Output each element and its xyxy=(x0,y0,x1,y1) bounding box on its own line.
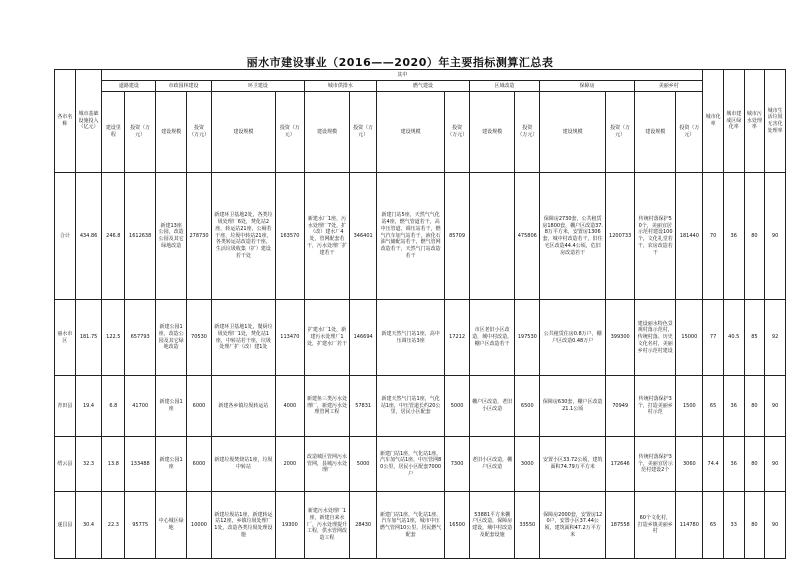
house-scale-cell: 安置小区33.72公顷，建筑面积74.79万平方米 xyxy=(540,437,606,492)
land-scale-cell: 中心城区绿地 xyxy=(156,492,187,559)
renew-inv-cell: 197530 xyxy=(515,300,540,376)
road-len-cell: 122.5 xyxy=(102,300,125,376)
land-scale-cell: 新建公园1座 xyxy=(156,376,187,437)
header-total-invest: 城市基础设施投入（亿元） xyxy=(75,70,102,173)
env-inv-cell: 4000 xyxy=(275,376,304,437)
table-row xyxy=(55,492,786,559)
header-gas-invest: 投资（万元） xyxy=(445,92,470,173)
env-scale-cell: 新建各乡镇垃圾转运站 xyxy=(211,376,275,437)
land-scale-cell: 新建13座公园，改造公园及其它绿地改造 xyxy=(156,173,187,300)
header-env-invest: 投资（万元） xyxy=(275,92,304,173)
header-land-scale: 建设规模 xyxy=(156,92,187,173)
land-scale-cell: 新建公园1座，改造公园及其它绿地改造 xyxy=(156,300,187,376)
env-scale-cell: 新建垃圾焚烧站1座，垃圾中转站 xyxy=(211,437,275,492)
road-len-cell: 246.8 xyxy=(102,173,125,300)
house-scale-cell: 保障房630套，棚户区改造21.1公顷 xyxy=(540,376,606,437)
header-sub-group: 其中 xyxy=(102,70,703,81)
renew-scale-cell: 市区老旧小区改造，城中村改造，棚户区改造若干 xyxy=(469,300,514,376)
env-scale-cell: 新建环卫基地2处，各类垃圾处理厂6处，焚化站2座，转运站21座，公厕若干座，垃圾中转站21座，各类转运站改造若干座，生活垃圾收集（扩）建设若干处 xyxy=(211,173,275,300)
road-len-cell: 22.3 xyxy=(102,492,125,559)
env-inv-cell: 2000 xyxy=(275,437,304,492)
total-cell: 32.3 xyxy=(75,437,102,492)
renew-scale-cell: 棚户区改造，老旧小区改造 xyxy=(469,376,514,437)
gas-inv-cell: 85709 xyxy=(445,173,470,300)
region-cell: 合计 xyxy=(55,173,76,300)
house-inv-cell: 172646 xyxy=(606,437,635,492)
gas-inv-cell: 7300 xyxy=(445,437,470,492)
sewage-cell: 80 xyxy=(744,437,765,492)
header-housing: 保障房 xyxy=(540,81,635,92)
land-inv-cell: 6000 xyxy=(187,376,212,437)
renew-inv-cell: 475806 xyxy=(515,173,540,300)
water-inv-cell: 146694 xyxy=(350,300,377,376)
region-cell: 遂昌县 xyxy=(55,492,76,559)
header-gas-scale: 建设规模 xyxy=(377,92,445,173)
gas-inv-cell: 5000 xyxy=(445,376,470,437)
gas-scale-cell: 新建天然气门站1座，高中压调压站3座 xyxy=(377,300,445,376)
water-inv-cell: 57831 xyxy=(350,376,377,437)
water-scale-cell: 新建污水处理厂1座，新建自来水厂，污水处理提升工程，供水管网改造工程 xyxy=(304,492,349,559)
renew-scale-cell: 老旧小区改造，棚户区改造 xyxy=(469,437,514,492)
sewage-cell: 85 xyxy=(744,300,765,376)
village-scale-cell: 传统村落保护3个，打造美丽乡村示范 xyxy=(635,376,676,437)
renew-inv-cell: 3000 xyxy=(515,437,540,492)
water-inv-cell: 28430 xyxy=(350,492,377,559)
village-scale-cell: 传统村落保护50个，美丽宜居示范村建设100个，文化礼堂若干，农房改造若干 xyxy=(635,173,676,300)
header-water-scale: 建设规模 xyxy=(304,92,349,173)
region-cell: 缙云县 xyxy=(55,437,76,492)
region-cell: 青田县 xyxy=(55,376,76,437)
green-cell: 33 xyxy=(723,492,744,559)
green-cell: 40.5 xyxy=(723,300,744,376)
header-road: 道路建设 xyxy=(102,81,156,92)
header-green-rate: 城市建成区绿化率 xyxy=(723,70,744,173)
gas-scale-cell: 新建门站1座，气化站1座，汽车加气站1座，城市中压燃气管网10公里，居民燃气配套 xyxy=(377,492,445,559)
village-inv-cell: 181440 xyxy=(676,173,703,300)
header-renew-scale: 建设规模 xyxy=(469,92,514,173)
water-inv-cell: 346401 xyxy=(350,173,377,300)
env-inv-cell: 113470 xyxy=(275,300,304,376)
garbage-cell: 90 xyxy=(765,437,786,492)
urban-cell: 77 xyxy=(703,300,724,376)
header-village-invest: 投资（万元） xyxy=(676,92,703,173)
land-inv-cell: 10000 xyxy=(187,492,212,559)
renew-scale-cell: 53881平方米棚户区改造，保障房建设，城中村改造及配套设施 xyxy=(469,492,514,559)
header-house-scale: 建设规模 xyxy=(540,92,606,173)
urban-cell: 65 xyxy=(703,492,724,559)
header-water: 城市供排水 xyxy=(304,81,376,92)
header-landscape: 市政园林建设 xyxy=(156,81,212,92)
gas-inv-cell: 17212 xyxy=(445,300,470,376)
village-inv-cell: 15000 xyxy=(676,300,703,376)
header-row-3 xyxy=(55,92,786,173)
header-house-invest: 投资（万元） xyxy=(606,92,635,173)
house-inv-cell: 187558 xyxy=(606,492,635,559)
env-scale-cell: 新建环卫基地1处，餐厨垃圾处理厂1处，焚化站1座，中转站若干座，垃圾处理厂扩（改）建1处 xyxy=(211,300,275,376)
header-row-2 xyxy=(55,81,786,92)
garbage-cell: 92 xyxy=(765,300,786,376)
header-env-scale: 建设规模 xyxy=(211,92,275,173)
header-sewage-rate: 城市污水处理率 xyxy=(744,70,765,173)
env-scale-cell: 新建垃圾站1座，新建转运站12座，乡镇垃圾处理厂1处，改造各类垃圾处理设施 xyxy=(211,492,275,559)
gas-scale-cell: 新建门站5座，天然气气化站4座，燃气管道若干，高中压管道、调压站若干，燃气汽车加气站若干，液化石油气储配站若干，燃气管网改造若干，天然气门站改造若干 xyxy=(377,173,445,300)
header-land-invest: 投资（万元） xyxy=(187,92,212,173)
house-inv-cell: 1200733 xyxy=(606,173,635,300)
house-scale-cell: 保障房2730套，公共租赁房1800套，棚户区改造37.8万平方米，安置房1306套，城中村改造若干，旧住宅区改造44.4公顷，危旧房改造若干 xyxy=(540,173,606,300)
renew-inv-cell: 33550 xyxy=(515,492,540,559)
header-env: 环卫建设 xyxy=(211,81,304,92)
urban-cell: 70 xyxy=(703,173,724,300)
water-scale-cell: 扩建水厂1处，新建污水处理厂1处，扩建水厂若干 xyxy=(304,300,349,376)
garbage-cell: 90 xyxy=(765,173,786,300)
village-scale-cell: 60个文化村，打造乡镇美丽乡村 xyxy=(635,492,676,559)
village-inv-cell: 1500 xyxy=(676,376,703,437)
road-inv-cell: 41700 xyxy=(125,376,156,437)
document-title: 丽水市建设事业（2016——2020）年主要指标测算汇总表 xyxy=(246,56,554,69)
total-cell: 434.86 xyxy=(75,173,102,300)
gas-scale-cell: 新建天然气门站1座，气化站1座，中压管道长约20公里，居民小区配套 xyxy=(377,376,445,437)
village-inv-cell: 114780 xyxy=(676,492,703,559)
house-scale-cell: 保障房2000套，安置房120户，安置小区37.44公顷，建筑面积47.2万平方米 xyxy=(540,492,606,559)
gas-scale-cell: 新建门站1座，气化站1座，汽车加气站1座，中压管网80公里，居民小区配套7000户 xyxy=(377,437,445,492)
village-scale-cell: 建设丽水特色景观村落示范村，传统村落、历史文化名村，美丽乡村示范村建设 xyxy=(635,300,676,376)
water-inv-cell: 5000 xyxy=(350,437,377,492)
header-urban-rate: 城市化率 xyxy=(703,70,724,173)
header-water-invest: 投资（万元） xyxy=(350,92,377,173)
house-inv-cell: 70949 xyxy=(606,376,635,437)
gas-inv-cell: 16500 xyxy=(445,492,470,559)
green-cell: 36 xyxy=(723,376,744,437)
header-village: 美丽乡村 xyxy=(635,81,703,92)
house-inv-cell: 399300 xyxy=(606,300,635,376)
renew-inv-cell: 6500 xyxy=(515,376,540,437)
land-inv-cell: 6000 xyxy=(187,437,212,492)
renew-scale-cell xyxy=(469,173,514,300)
urban-cell: 74.4 xyxy=(703,437,724,492)
road-len-cell: 6.8 xyxy=(102,376,125,437)
header-village-scale: 建设规模 xyxy=(635,92,676,173)
water-scale-cell: 新建鱼三类污水处理厂，新建污水处理管网工程 xyxy=(304,376,349,437)
header-row-1 xyxy=(55,70,786,81)
header-renew-invest: 投资（万元） xyxy=(515,92,540,173)
header-gas: 燃气建设 xyxy=(377,81,470,92)
header-garbage-rate: 城市生活垃圾无害化处理率 xyxy=(765,70,786,173)
table-row xyxy=(55,173,786,300)
green-cell: 36 xyxy=(723,437,744,492)
env-inv-cell: 19300 xyxy=(275,492,304,559)
header-renewal: 区域改造 xyxy=(469,81,539,92)
land-inv-cell: 278730 xyxy=(187,173,212,300)
total-cell: 181.75 xyxy=(75,300,102,376)
table-row xyxy=(55,437,786,492)
header-region: 各市名称 xyxy=(55,70,76,173)
road-inv-cell: 133488 xyxy=(125,437,156,492)
summary-table xyxy=(54,69,786,559)
header-road-mileage: 建设里程 xyxy=(102,92,125,173)
village-scale-cell: 传统村落保护3个，美丽宜居示范村建设2个 xyxy=(635,437,676,492)
table-row xyxy=(55,300,786,376)
green-cell: 36 xyxy=(723,173,744,300)
region-cell: 丽水市区 xyxy=(55,300,76,376)
road-inv-cell: 1612638 xyxy=(125,173,156,300)
water-scale-cell: 改造城区管网污水管网，县城污水处理厂 xyxy=(304,437,349,492)
sewage-cell: 80 xyxy=(744,173,765,300)
sewage-cell: 80 xyxy=(744,492,765,559)
house-scale-cell: 公共租赁住房0.8万户，棚户区改造0.48万户 xyxy=(540,300,606,376)
env-inv-cell: 163570 xyxy=(275,173,304,300)
land-inv-cell: 70530 xyxy=(187,300,212,376)
garbage-cell: 90 xyxy=(765,376,786,437)
total-cell: 30.4 xyxy=(75,492,102,559)
water-scale-cell: 新建水厂1座，污水处理厂7处，扩（改）建水厂4处，管网配套若干，污水处理厂扩建若干 xyxy=(304,173,349,300)
table-row xyxy=(55,376,786,437)
garbage-cell: 90 xyxy=(765,492,786,559)
land-scale-cell: 新建公园1座 xyxy=(156,437,187,492)
road-inv-cell: 657793 xyxy=(125,300,156,376)
road-len-cell: 13.8 xyxy=(102,437,125,492)
road-inv-cell: 95775 xyxy=(125,492,156,559)
total-cell: 19.4 xyxy=(75,376,102,437)
header-road-invest: 投资（万元） xyxy=(125,92,156,173)
sewage-cell: 80 xyxy=(744,376,765,437)
village-inv-cell: 3060 xyxy=(676,437,703,492)
urban-cell: 65 xyxy=(703,376,724,437)
